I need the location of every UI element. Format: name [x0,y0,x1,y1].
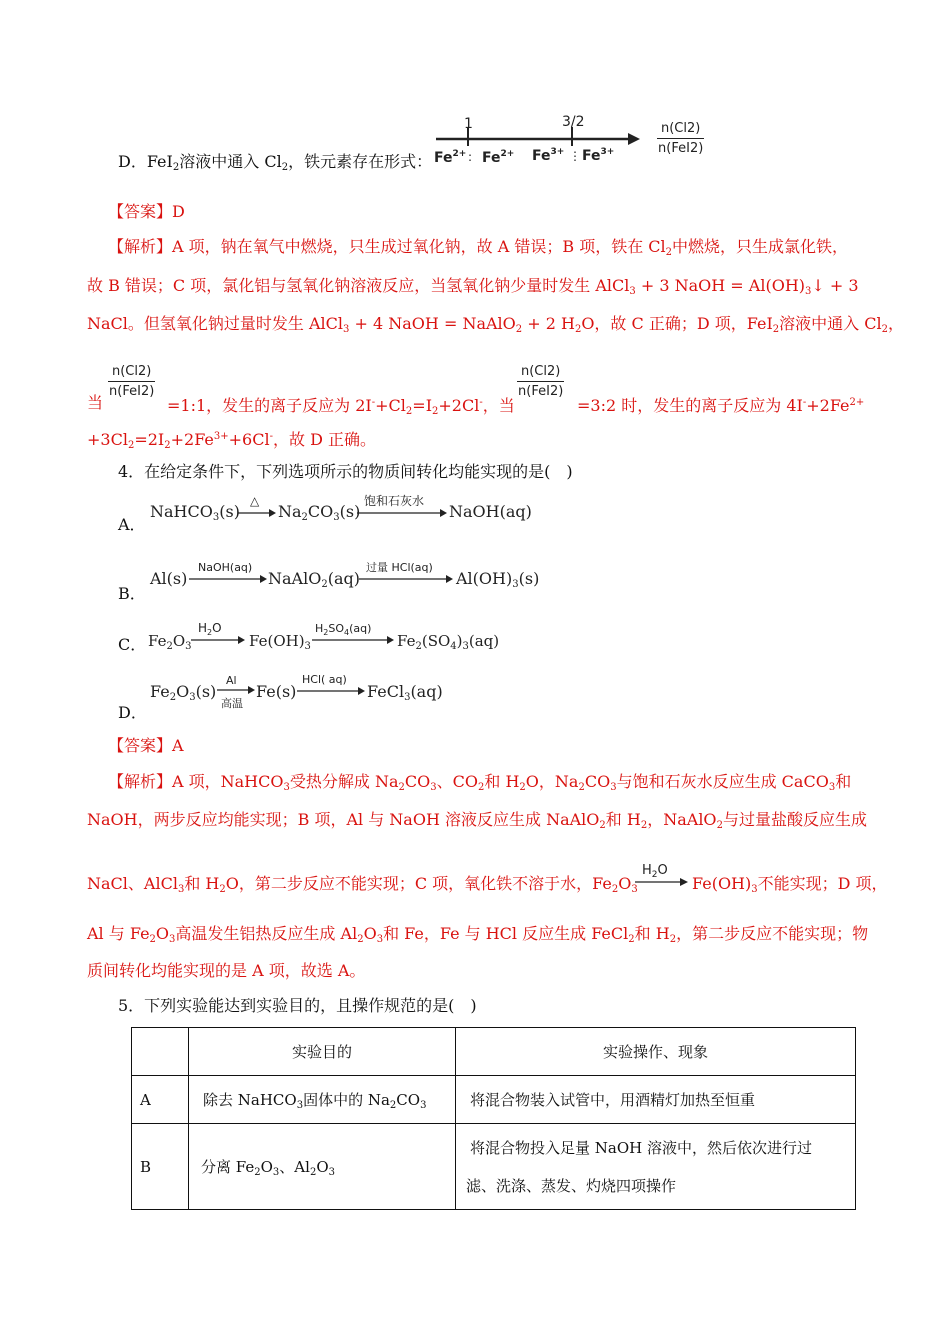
svg-text:Al: Al [226,674,237,687]
q4-option-b-product2: $Al(OH)_3(s)$ [456,569,540,590]
q3-answer: 【答案】D [108,202,185,221]
q4-answer: 【答案】A [108,736,184,755]
arrow-sulfuric-acid [311,620,395,646]
arrow-naoh [188,559,268,585]
q5-stem: 5．下列实验能达到实验目的，且操作规范的是( ) [118,996,477,1015]
svg-text:H2O: $H_2O$ [198,621,222,637]
arrow-water [190,620,246,646]
arrow-limewater [356,493,448,519]
q4-option-b-label: B． [118,584,146,603]
row-a-operation: 将混合物装入试管中，用酒精灯加热至恒重 [456,1076,856,1124]
row-b-goal: 分离 $Fe_2O_3$、$Al_2O_3$ [189,1124,456,1210]
svg-text:Fe3+: $Fe^{3+}$ [532,147,565,164]
q4-option-c-reactant: $Fe_2O_3$ [148,632,192,652]
row-a-label: A [132,1076,189,1124]
svg-text:H2SO4(aq): $H_2SO_4(aq)$ [315,622,372,637]
svg-text:饱和石灰水: 饱和石灰水 [364,494,425,508]
header-blank [132,1028,189,1076]
svg-text:NaOH(aq): NaOH(aq) [198,561,253,574]
q5-table [131,1027,856,1210]
q4-analysis-line-1: 【解析】A 项，NaHCO$_3$受热分解成 $Na_2CO_3$、$CO_2$和 $H_2O$，$Na_2CO_3$与饱和石灰水反应生成 CaCO$_3$和 [108,772,852,793]
q4-option-d-product2: FeCl$_3$(aq) [367,682,443,703]
row-b-operation: 将混合物投入足量 NaOH 溶液中，然后依次进行过 滤、洗涤、蒸发、灼烧四项操作 [456,1124,856,1210]
svg-text:H2O: $H_2O$ [642,863,668,880]
svg-text:Fe2+: $Fe^{2+}$ [482,149,515,166]
q4-analysis-line-4: Al 与 $Fe_2O_3$高温发生铝热反应生成 $Al_2O_3$和 Fe，Fe 与 HCl 反应生成 FeCl$_2$和 $H_2$，第二步反应不能实现；物 [87,924,869,945]
q4-option-b-reactant: Al(s) [150,569,188,588]
q4-option-c-product2: $Fe_2(SO_4)_3(aq)$ [397,632,500,652]
svg-text::: : [468,150,473,164]
arrow-excess-hcl [358,559,454,585]
q4-analysis-line-3b: $Fe(OH)_3$不能实现；D 项， [692,874,888,895]
row-a-goal: 除去 NaHCO$_3$固体中的 $Na_2CO_3$ [189,1076,456,1124]
svg-text:△: △ [250,495,260,508]
q4-option-d-label: D． [118,703,147,722]
arrow-hcl [296,671,366,697]
row-b-label: B [132,1124,189,1210]
q4-option-c-label: C． [118,635,147,654]
header-goal: 实验目的 [189,1028,456,1076]
arrow-aluminothermic [216,671,256,715]
svg-text:Fe2+: $Fe^{2+}$ [434,149,467,166]
q4-option-d-reactant: $Fe_2O_3(s)$ [150,682,217,703]
tick-3-2-label: 3/2 [562,114,585,130]
q4-option-c-product1: $Fe(OH)_3$ [249,632,311,652]
table-header-row [132,1028,856,1076]
axis-fraction-label: n(Cl2) n(FeI2) [658,121,704,156]
q3-analysis-line-2: 故 B 错误；C 项，氯化铝与氢氧化钠溶液反应，当氢氧化钠少量时发生 AlCl$_3$ + 3 NaOH = $Al(OH)_3↓ + 3$ [87,276,859,297]
svg-text:⋮: ⋮ [569,149,581,163]
ratio-fraction-2: n(Cl2) n(FeI2) [518,364,564,399]
q4-option-a-label: A． [118,515,146,534]
q3-analysis-line-4c: =3:2 时，发生的离子反应为 $4I^-+2Fe^{2+}$ [577,396,865,415]
svg-text:高温: 高温 [221,697,243,710]
q3-analysis-line-3: NaCl。但氢氧化钠过量时发生 AlCl$_3$ + 4 NaOH = NaAlO$_2$ + 2 $H_2O$，故 C 正确；D 项，FeI$_2$溶液中通入 $Cl_2$， [87,314,904,335]
q3-analysis-line-4a: 当 [87,393,104,412]
q3-option-d: D．FeI$_2$溶液中通入 $Cl_2$，铁元素存在形式： [118,152,433,173]
header-operation: 实验操作、现象 [456,1028,856,1076]
q3-analysis-line-4b: =1:1，发生的离子反应为 $2I^-+Cl_2=I_2+2Cl^-$，当 [167,396,515,417]
q4-option-a-product1: $Na_2CO_3(s)$ [278,502,361,523]
q4-analysis-line-2: NaOH，两步反应均能实现；B 项，Al 与 NaOH 溶液反应生成 NaAlO$_2$和 $H_2$，NaAlO$_2$与过量盐酸反应生成 [87,810,867,831]
arrow-heat [237,495,277,519]
q4-analysis-line-5: 质间转化均能实现的是 A 项，故选 A。 [87,961,366,980]
q3-analysis-line-1: 【解析】A 项，钠在氧气中燃烧，只生成过氧化钠，故 A 错误；B 项，铁在 $Cl_2$中燃烧，只生成氯化铁， [108,237,849,258]
svg-text:HCl( aq): HCl( aq) [302,673,347,686]
arrow-water-inline [634,861,690,889]
q4-option-d-product1: Fe(s) [256,682,297,701]
q4-option-a-product2: NaOH(aq) [449,502,532,521]
q4-option-b-product1: NaAlO$_2$(aq) [268,569,360,590]
svg-text:Fe3+: $Fe^{3+}$ [582,147,615,164]
svg-text:过量 HCl(aq): 过量 HCl(aq) [366,561,433,574]
q4-option-a-reaction: NaHCO$_3$(s) [150,502,240,523]
table-row [132,1124,856,1210]
ratio-fraction-1: n(Cl2) n(FeI2) [109,364,155,399]
q4-analysis-line-3a: NaCl、AlCl$_3$和 $H_2O$，第二步反应不能实现；C 项，氧化铁不溶于水，$Fe_2O_3$ [87,874,638,895]
tick-1-label: 1 [464,116,473,132]
q3-analysis-line-5: $+3Cl_2=2I_2+2Fe^{3+}+6Cl^-$，故 D 正确。 [87,430,376,451]
table-row [132,1076,856,1124]
q4-stem: 4．在给定条件下，下列选项所示的物质间转化均能实现的是( ) [118,462,573,481]
